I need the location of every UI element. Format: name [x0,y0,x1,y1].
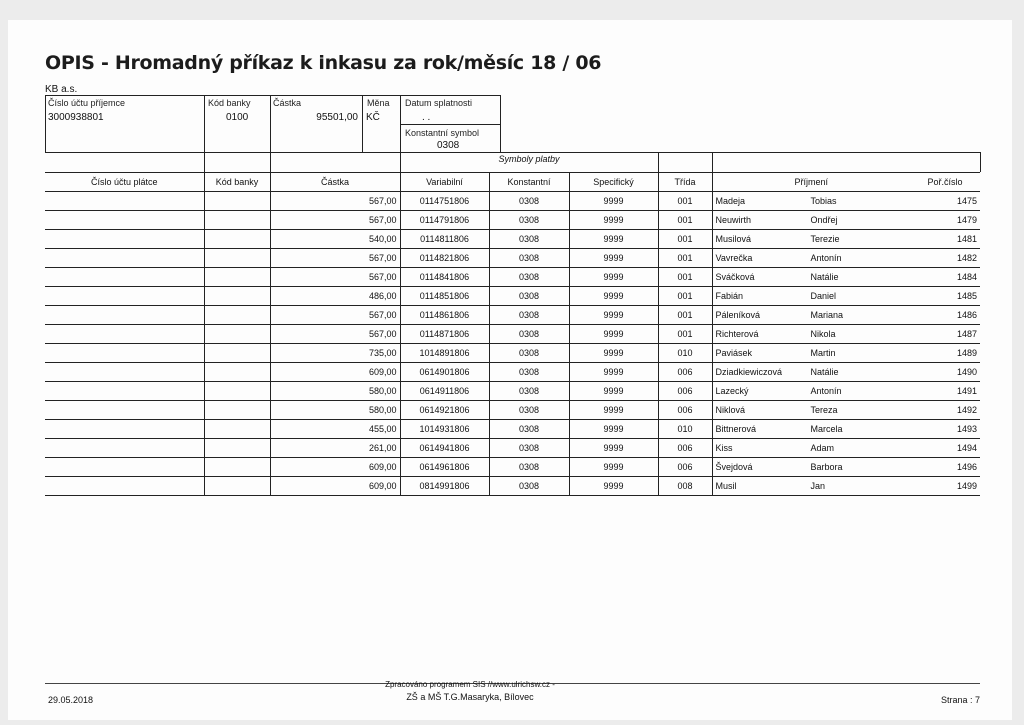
bank-name: KB a.s. [45,84,78,95]
constant-symbol-cell: 0308 [489,306,569,325]
amount-cell: 735,00 [270,344,400,363]
variable-symbol-cell: 0614941806 [400,439,489,458]
gap-divider [204,152,205,172]
constant-symbol-cell: 0308 [489,268,569,287]
firstname: Mariana [810,310,844,320]
constant-symbol-cell: 0308 [489,249,569,268]
bank-code-cell [204,192,270,211]
surname: Páleníková [715,310,761,320]
table-row [45,306,980,325]
firstname: Tereza [810,405,838,415]
variable-symbol-cell: 0114861806 [400,306,489,325]
order-cell: 1494 [910,439,980,458]
bank-code-value: 0100 [226,112,249,123]
bank-code-cell [204,325,270,344]
name-cell [712,268,910,287]
constant-symbol-cell: 0308 [489,325,569,344]
surname: Richterová [715,329,759,339]
name-cell [712,192,910,211]
table-row [45,382,980,401]
class-cell: 001 [658,211,712,230]
surname: Musilová [715,234,752,244]
bank-code-cell [204,306,270,325]
class-cell: 008 [658,477,712,496]
name-cell [712,401,910,420]
payer-account-cell [45,268,204,287]
name-cell [712,420,910,439]
order-cell: 1499 [910,477,980,496]
gap-divider [270,152,271,172]
firstname: Terezie [810,234,840,244]
surname: Sváčková [715,272,755,282]
amount-cell: 486,00 [270,287,400,306]
firstname: Martin [810,348,836,358]
name-cell [712,458,910,477]
table-row [45,401,980,420]
name-cell [712,249,910,268]
firstname: Nikola [810,329,836,339]
order-cell: 1482 [910,249,980,268]
order-cell: 1490 [910,363,980,382]
recipient-account-label: Číslo účtu příjemce [48,98,126,108]
table-row [45,249,980,268]
bank-code-cell [204,382,270,401]
variable-symbol-cell: 0114841806 [400,268,489,287]
header-divider [204,95,205,153]
table-row [45,439,980,458]
payer-account-cell [45,287,204,306]
constant-symbol-cell: 0308 [489,287,569,306]
due-date-value: . . [422,112,431,123]
variable-symbol-cell: 0114821806 [400,249,489,268]
amount-cell: 609,00 [270,363,400,382]
col-bank-code: Kód banky [204,173,270,192]
specific-symbol-cell: 9999 [569,268,658,287]
surname: Niklová [715,405,746,415]
class-cell: 006 [658,458,712,477]
col-variable: Variabilní [400,173,489,192]
order-cell: 1484 [910,268,980,287]
class-cell: 006 [658,401,712,420]
table-header-row [45,173,980,192]
order-cell: 1496 [910,458,980,477]
specific-symbol-cell: 9999 [569,401,658,420]
amount-label: Částka [273,98,302,108]
specific-symbol-cell: 9999 [569,230,658,249]
bank-code-cell [204,211,270,230]
bank-code-label: Kód banky [208,98,251,108]
constant-symbol-cell: 0308 [489,477,569,496]
constant-symbol-cell: 0308 [489,439,569,458]
payer-account-cell [45,401,204,420]
order-cell: 1491 [910,382,980,401]
page-number: Strana : 7 [940,695,980,705]
order-cell: 1479 [910,211,980,230]
firstname: Antonín [810,386,842,396]
surname: Musil [715,481,737,491]
firstname: Ondřej [810,215,838,225]
bank-code-cell [204,458,270,477]
surname: Vavrečka [715,253,753,263]
name-cell [712,325,910,344]
bank-code-cell [204,230,270,249]
name-cell [712,363,910,382]
variable-symbol-cell: 0114811806 [400,230,489,249]
surname: Dziadkiewiczová [715,367,783,377]
payer-account-cell [45,192,204,211]
class-cell: 006 [658,439,712,458]
order-cell: 1489 [910,344,980,363]
specific-symbol-cell: 9999 [569,382,658,401]
payer-account-cell [45,439,204,458]
name-cell [712,230,910,249]
payer-account-cell [45,306,204,325]
name-cell [712,439,910,458]
header-divider [45,95,46,153]
class-cell: 010 [658,344,712,363]
recipient-account-value: 3000938801 [48,112,104,123]
specific-symbol-cell: 9999 [569,363,658,382]
specific-symbol-cell: 9999 [569,420,658,439]
surname: Kiss [715,443,733,453]
header-top-line [45,95,501,96]
table-row [45,230,980,249]
specific-symbol-cell: 9999 [569,249,658,268]
class-cell: 001 [658,268,712,287]
header-divider [270,95,271,153]
firstname: Natálie [810,272,839,282]
bank-code-cell [204,344,270,363]
payer-account-cell [45,382,204,401]
col-class: Třída [658,173,712,192]
class-cell: 006 [658,363,712,382]
payer-account-cell [45,249,204,268]
specific-symbol-cell: 9999 [569,477,658,496]
class-cell: 001 [658,192,712,211]
specific-symbol-cell: 9999 [569,192,658,211]
order-cell: 1487 [910,325,980,344]
firstname: Daniel [810,291,837,301]
due-date-label: Datum splatnosti [405,98,473,108]
bank-code-cell [204,287,270,306]
table-row [45,325,980,344]
order-cell: 1481 [910,230,980,249]
payer-account-cell [45,363,204,382]
specific-symbol-cell: 9999 [569,306,658,325]
name-cell [712,306,910,325]
amount-value: 95501,00 [316,112,358,123]
variable-symbol-cell: 0114751806 [400,192,489,211]
amount-cell: 567,00 [270,268,400,287]
variable-symbol-cell: 0114851806 [400,287,489,306]
bank-code-cell [204,363,270,382]
table-row [45,268,980,287]
firstname: Marcela [810,424,843,434]
amount-cell: 567,00 [270,211,400,230]
col-specific: Specifický [569,173,658,192]
class-cell: 001 [658,287,712,306]
bank-code-cell [204,401,270,420]
currency-value: KČ [366,112,380,123]
variable-symbol-cell: 0114791806 [400,211,489,230]
table-row [45,420,980,439]
constant-symbol-cell: 0308 [489,458,569,477]
table-row [45,211,980,230]
amount-cell: 580,00 [270,401,400,420]
variable-symbol-cell: 0614901806 [400,363,489,382]
currency-label: Měna [367,98,390,108]
header-divider [500,95,501,153]
amount-cell: 567,00 [270,325,400,344]
variable-symbol-cell: 1014891806 [400,344,489,363]
col-constant: Konstantní [489,173,569,192]
variable-symbol-cell: 0614961806 [400,458,489,477]
specific-symbol-cell: 9999 [569,287,658,306]
surname: Neuwirth [715,215,752,225]
order-cell: 1486 [910,306,980,325]
bank-code-cell [204,268,270,287]
specific-symbol-cell: 9999 [569,458,658,477]
header-inner-line [400,124,500,125]
gap-divider [980,152,981,172]
col-surname: Příjmení [712,173,910,192]
payer-account-cell [45,458,204,477]
constant-symbol-cell: 0308 [489,420,569,439]
name-cell [712,287,910,306]
specific-symbol-cell: 9999 [569,325,658,344]
surname: Lazecký [715,386,749,396]
payment-table [45,172,980,496]
class-cell: 001 [658,249,712,268]
class-cell: 001 [658,230,712,249]
col-order: Poř.číslo [910,173,980,192]
surname: Švejdová [715,462,753,472]
gap-divider [658,152,659,172]
order-cell: 1485 [910,287,980,306]
symbols-group-title: Symboly platby [498,154,560,164]
payer-account-cell [45,477,204,496]
col-payer-account: Číslo účtu plátce [45,173,204,192]
amount-cell: 567,00 [270,306,400,325]
col-amount: Částka [270,173,400,192]
surname: Bittnerová [715,424,757,434]
bank-code-cell [204,477,270,496]
firstname: Barbora [810,462,843,472]
amount-cell: 609,00 [270,477,400,496]
document-title: OPIS - Hromadný příkaz k inkasu za rok/měsíc 18 / 06 [45,52,602,74]
class-cell: 001 [658,306,712,325]
class-cell: 010 [658,420,712,439]
name-cell [712,211,910,230]
name-cell [712,477,910,496]
table-row [45,363,980,382]
firstname: Jan [810,481,826,491]
firstname: Tobias [810,196,837,206]
class-cell: 006 [658,382,712,401]
specific-symbol-cell: 9999 [569,439,658,458]
variable-symbol-cell: 0614911806 [400,382,489,401]
bank-code-cell [204,420,270,439]
payer-account-cell [45,344,204,363]
amount-cell: 261,00 [270,439,400,458]
table-row [45,477,980,496]
order-cell: 1475 [910,192,980,211]
variable-symbol-cell: 0814991806 [400,477,489,496]
header-divider [362,95,363,153]
table-row [45,458,980,477]
payer-account-cell [45,230,204,249]
firstname: Antonín [810,253,842,263]
firstname: Adam [810,443,835,453]
surname: Madeja [715,196,746,206]
variable-symbol-cell: 0614921806 [400,401,489,420]
name-cell [712,344,910,363]
amount-cell: 567,00 [270,192,400,211]
table-row [45,344,980,363]
amount-cell: 609,00 [270,458,400,477]
surname: Fabián [715,291,744,301]
gap-divider [712,152,713,172]
amount-cell: 540,00 [270,230,400,249]
surname: Paviásek [715,348,753,358]
header-bottom-line [45,152,980,153]
order-cell: 1492 [910,401,980,420]
payer-account-cell [45,325,204,344]
print-date: 29.05.2018 [48,695,94,705]
constant-symbol-cell: 0308 [489,382,569,401]
constant-symbol-cell: 0308 [489,344,569,363]
bank-code-cell [204,439,270,458]
order-cell: 1493 [910,420,980,439]
name-cell [712,382,910,401]
class-cell: 001 [658,325,712,344]
const-symbol-label: Konstantní symbol [405,128,480,138]
constant-symbol-cell: 0308 [489,363,569,382]
software-note: Zpracováno programem SIS //www.ulrichsw.cz - [385,680,555,689]
constant-symbol-cell: 0308 [489,230,569,249]
school-name: ZŠ a MŠ T.G.Masaryka, Bílovec [406,692,534,702]
amount-cell: 580,00 [270,382,400,401]
table-row [45,192,980,211]
firstname: Natálie [810,367,839,377]
table-row [45,287,980,306]
amount-cell: 455,00 [270,420,400,439]
constant-symbol-cell: 0308 [489,211,569,230]
payer-account-cell [45,211,204,230]
bank-code-cell [204,249,270,268]
variable-symbol-cell: 0114871806 [400,325,489,344]
constant-symbol-cell: 0308 [489,192,569,211]
payer-account-cell [45,420,204,439]
specific-symbol-cell: 9999 [569,211,658,230]
specific-symbol-cell: 9999 [569,344,658,363]
amount-cell: 567,00 [270,249,400,268]
variable-symbol-cell: 1014931806 [400,420,489,439]
const-symbol-value: 0308 [437,140,460,151]
constant-symbol-cell: 0308 [489,401,569,420]
